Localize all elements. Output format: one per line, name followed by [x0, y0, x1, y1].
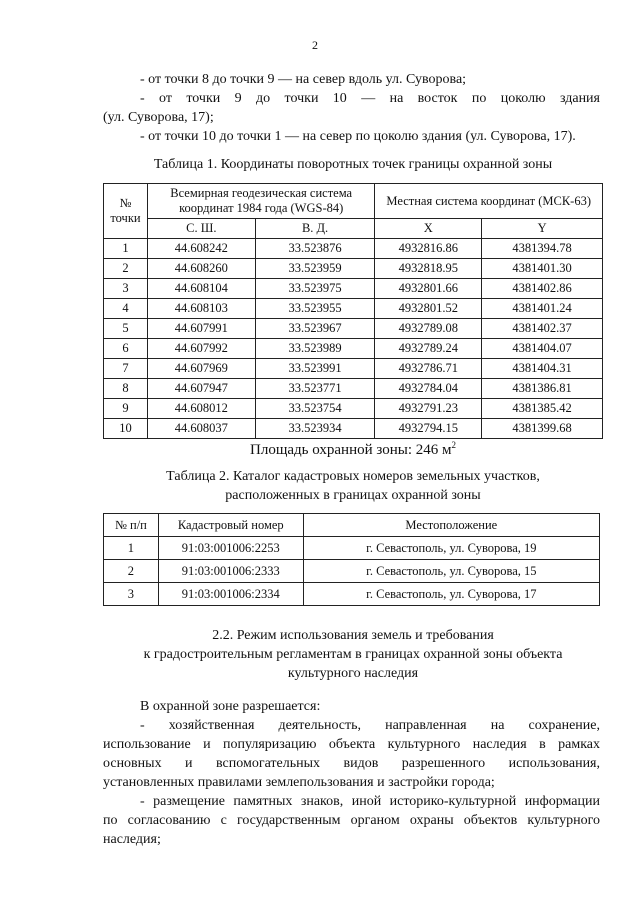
- header-num-line2: точки: [110, 211, 141, 225]
- table-row: [104, 259, 603, 279]
- header-point-number: [104, 184, 148, 239]
- cell-y: 4381394.78: [482, 239, 603, 259]
- cell-lon: 33.523754: [255, 399, 375, 419]
- cell-lon: 33.523959: [255, 259, 375, 279]
- table-row: [104, 239, 603, 259]
- area-line: [103, 436, 603, 459]
- cell-lat: 44.608037: [147, 419, 255, 439]
- cell-y: 4381404.07: [482, 339, 603, 359]
- cell-n: 4: [104, 299, 148, 319]
- p1-line2: использование и популяризацию объекта культурного наследия в рамках: [103, 737, 600, 752]
- cell-lat: 44.608242: [147, 239, 255, 259]
- cell-lat: 44.607947: [147, 379, 255, 399]
- cell-x: 4932784.04: [375, 379, 482, 399]
- header-num-line1: №: [119, 196, 132, 210]
- cell-y: 4381385.42: [482, 399, 603, 419]
- cell-lat: 44.608012: [147, 399, 255, 419]
- cell-lat: 44.608260: [147, 259, 255, 279]
- table-row: [104, 399, 603, 419]
- cell-x: 4932801.52: [375, 299, 482, 319]
- section-heading-line3: культурного наследия: [287, 666, 419, 681]
- header-lat: С. Ш.: [147, 219, 255, 239]
- cell-x: 4932789.24: [375, 339, 482, 359]
- cell-x: 4932791.23: [375, 399, 482, 419]
- table2-title-line1: Таблица 2. Каталог кадастровых номеров земельных участков,: [166, 469, 540, 484]
- intro-line-1: - от точки 8 до точки 9 — на север вдоль ул. Суворова;: [140, 72, 467, 87]
- intro-line-3: (ул. Суворова, 17);: [103, 110, 214, 125]
- page-number: 2: [312, 38, 318, 52]
- cell-cadastral: 91:03:001006:2333: [158, 560, 303, 583]
- cell-lat: 44.608104: [147, 279, 255, 299]
- cell-lat: 44.607992: [147, 339, 255, 359]
- table1-title: Таблица 1. Координаты поворотных точек границы охранной зоны: [153, 157, 553, 172]
- header-wgs-line2: координат 1984 года (WGS-84): [179, 201, 344, 215]
- header-y: Y: [482, 219, 603, 239]
- cell-cadastral: 91:03:001006:2334: [158, 583, 303, 606]
- p1-line4: установленных правилами землепользования и застройки города;: [103, 775, 495, 790]
- intro-line-2: - от точки 9 до точки 10 — на восток по цоколю здания: [140, 91, 600, 106]
- cell-lon: 33.523771: [255, 379, 375, 399]
- cell-lon: 33.523991: [255, 359, 375, 379]
- table-row: [104, 560, 600, 583]
- p1-line1: - хозяйственная деятельность, направленная на сохранение,: [140, 718, 600, 733]
- cell-n: 10: [104, 419, 148, 439]
- cell-n: 8: [104, 379, 148, 399]
- cell-n: 3: [104, 279, 148, 299]
- cell-location: г. Севастополь, ул. Суворова, 17: [303, 583, 599, 606]
- p2-line2: по согласованию с государственным органом охраны объектов культурного: [103, 813, 600, 828]
- cell-x: 4932816.86: [375, 239, 482, 259]
- p2-line3: наследия;: [103, 832, 161, 847]
- table2-title-line2: расположенных в границах охранной зоны: [225, 488, 481, 503]
- header-msk63: Местная система координат (МСК-63): [375, 184, 603, 219]
- cell-n: 2: [104, 259, 148, 279]
- area-sup: 2: [451, 440, 456, 450]
- cell-lon: 33.523955: [255, 299, 375, 319]
- cell-lat: 44.607969: [147, 359, 255, 379]
- cell-n: 7: [104, 359, 148, 379]
- cell-lon: 33.523876: [255, 239, 375, 259]
- header-location: Местоположение: [303, 514, 599, 537]
- header-x: X: [375, 219, 482, 239]
- intro-line-4: - от точки 10 до точки 1 — на север по цоколю здания (ул. Суворова, 17).: [140, 129, 576, 144]
- area-text: Площадь охранной зоны: 246 м: [250, 442, 452, 458]
- table-row: [104, 379, 603, 399]
- cell-lat: 44.608103: [147, 299, 255, 319]
- allowed-heading: В охранной зоне разрешается:: [140, 699, 321, 714]
- header-lon: В. Д.: [255, 219, 375, 239]
- cell-y: 4381401.30: [482, 259, 603, 279]
- cell-y: 4381399.68: [482, 419, 603, 439]
- table-row: [104, 537, 600, 560]
- cell-x: 4932794.15: [375, 419, 482, 439]
- header-wgs-line1: Всемирная геодезическая система: [170, 186, 353, 200]
- section-heading-line1: 2.2. Режим использования земель и требования: [212, 628, 494, 643]
- cell-cadastral: 91:03:001006:2253: [158, 537, 303, 560]
- cell-y: 4381386.81: [482, 379, 603, 399]
- cell-n: 5: [104, 319, 148, 339]
- table-row: [104, 339, 603, 359]
- cell-y: 4381402.86: [482, 279, 603, 299]
- cell-n: 2: [104, 560, 159, 583]
- cell-y: 4381402.37: [482, 319, 603, 339]
- p1-line3: основных и вспомогательных видов разрешенного использования,: [103, 756, 600, 771]
- p2-line1: - размещение памятных знаков, иной историко-культурной информации: [140, 794, 600, 809]
- header-wgs84: [147, 184, 374, 219]
- cell-lon: 33.523975: [255, 279, 375, 299]
- cell-lon: 33.523967: [255, 319, 375, 339]
- table-row: [104, 583, 600, 606]
- cell-n: 9: [104, 399, 148, 419]
- cell-x: 4932801.66: [375, 279, 482, 299]
- cell-x: 4932786.71: [375, 359, 482, 379]
- table-row: [104, 279, 603, 299]
- cell-x: 4932789.08: [375, 319, 482, 339]
- header-cadastral-number: Кадастровый номер: [158, 514, 303, 537]
- header-row-number: № п/п: [104, 514, 159, 537]
- cell-location: г. Севастополь, ул. Суворова, 19: [303, 537, 599, 560]
- cadastral-table: [103, 513, 600, 606]
- cell-location: г. Севастополь, ул. Суворова, 15: [303, 560, 599, 583]
- cell-n: 1: [104, 239, 148, 259]
- coordinates-table: [103, 183, 603, 439]
- cell-lon: 33.523989: [255, 339, 375, 359]
- table-row: [104, 319, 603, 339]
- table-row: [104, 299, 603, 319]
- cell-x: 4932818.95: [375, 259, 482, 279]
- table-row: [104, 359, 603, 379]
- cell-lat: 44.607991: [147, 319, 255, 339]
- cell-n: 6: [104, 339, 148, 359]
- section-heading-line2: к градостроительным регламентам в границах охранной зоны объекта: [143, 647, 563, 662]
- cell-n: 3: [104, 583, 159, 606]
- cell-lon: 33.523934: [255, 419, 375, 439]
- cell-y: 4381401.24: [482, 299, 603, 319]
- cell-n: 1: [104, 537, 159, 560]
- cell-y: 4381404.31: [482, 359, 603, 379]
